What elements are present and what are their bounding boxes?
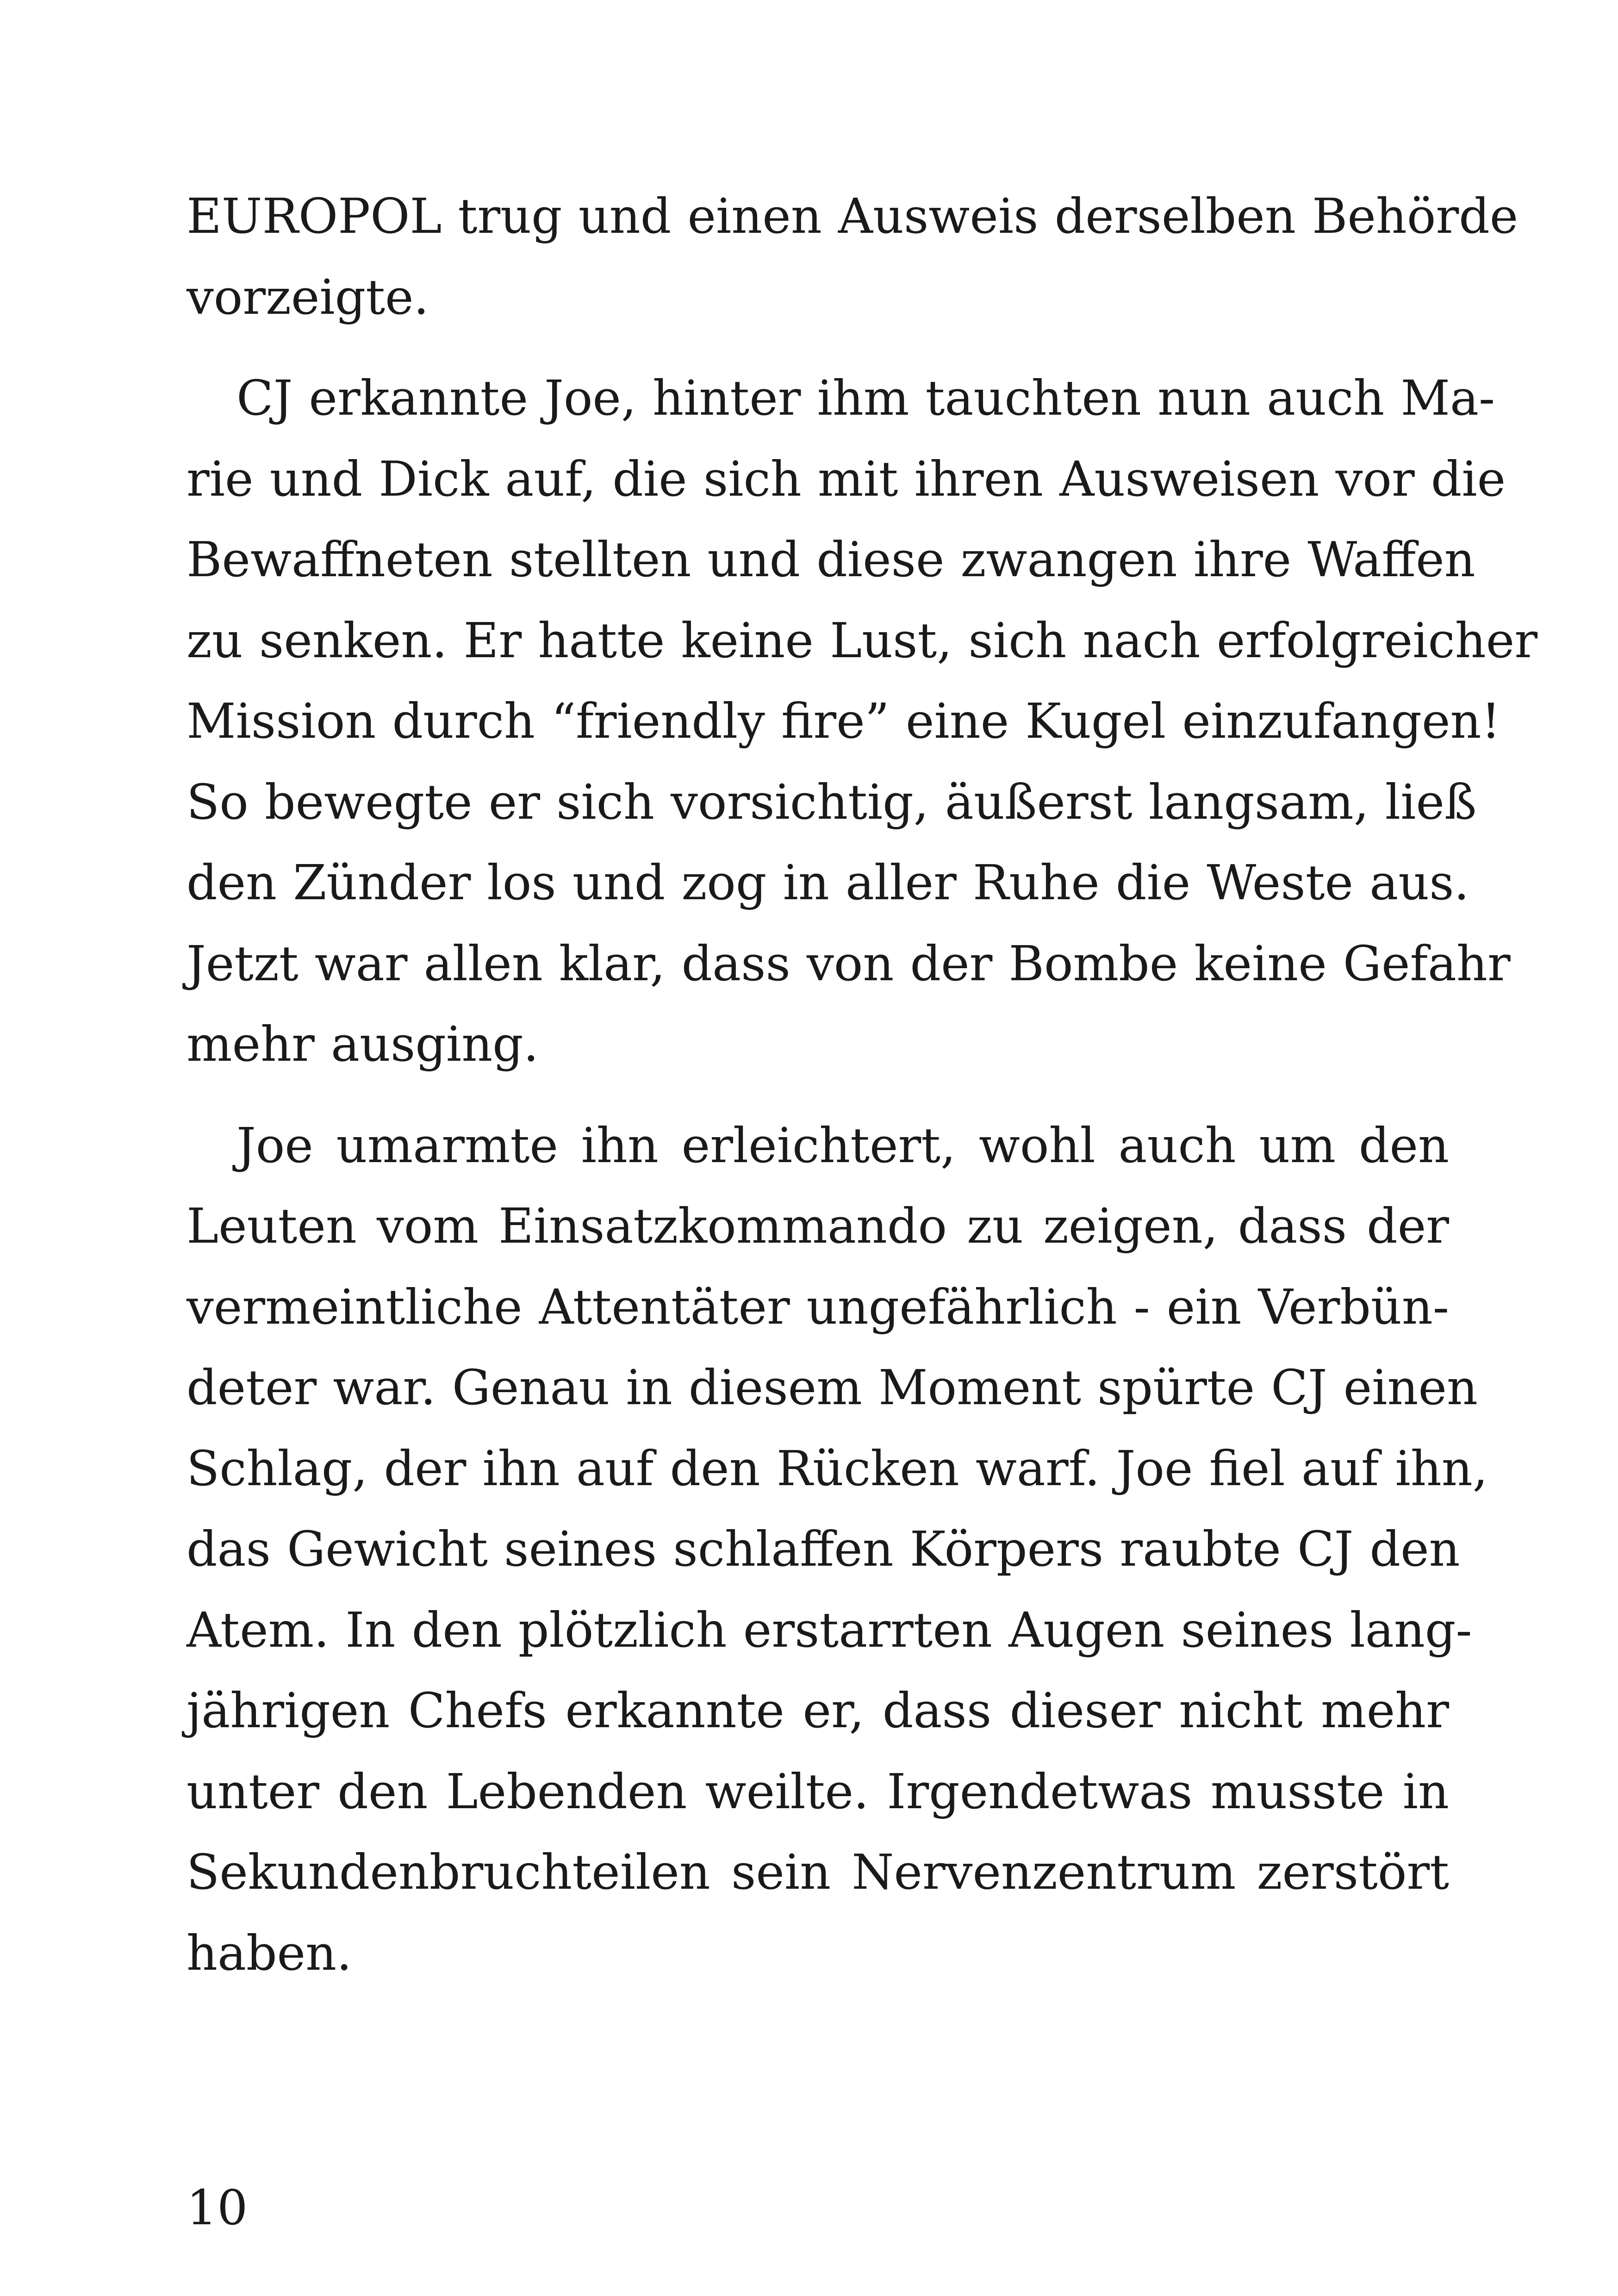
text-line: Bewaffneten stellten und diese zwangen ihre Waffen — [187, 531, 1475, 588]
text-line: mehr ausging. — [187, 1016, 539, 1072]
paragraph-3 — [187, 1105, 1488, 1994]
text-line: vorzeigte. — [187, 268, 429, 325]
body-text — [187, 176, 1538, 2014]
text-line: jährigen Chefs erkannte er, dass dieser nicht mehr — [187, 1682, 1449, 1739]
text-line: Jetzt war allen klar, dass von der Bombe keine Gefahr — [187, 935, 1511, 992]
text-line: haben. — [187, 1924, 352, 1981]
text-line: vermeintliche Attentäter ungefährlich - ein Verbün- — [187, 1278, 1449, 1335]
text-line: So bewegte er sich vorsichtig, äußerst langsam, ließ — [187, 773, 1477, 830]
paragraph-2 — [187, 358, 1538, 1085]
text-line: CJ erkannte Joe, hinter ihm tauchten nun auch Ma- — [236, 370, 1495, 426]
text-line: Leuten vom Einsatzkommando zu zeigen, dass der — [187, 1198, 1449, 1254]
text-line: rie und Dick auf, die sich mit ihren Ausweisen vor die — [187, 450, 1506, 507]
text-line: Mission durch “friendly fire” eine Kugel einzufangen! — [187, 693, 1501, 749]
text-line: Schlag, der ihn auf den Rücken warf. Joe fiel auf ihn, — [187, 1440, 1488, 1497]
text-line: Atem. In den plötzlich erstarrten Augen seines lang- — [187, 1601, 1472, 1658]
text-line: Sekundenbruchteilen sein Nervenzentrum zerstört — [187, 1844, 1449, 1900]
text-line: den Zünder los und zog in aller Ruhe die Weste aus. — [187, 854, 1469, 911]
text-line: unter den Lebenden weilte. Irgendetwas musste in — [187, 1763, 1449, 1820]
text-line: EUROPOL trug und einen Ausweis derselben Behörde — [187, 188, 1518, 244]
paragraph-1 — [187, 176, 1518, 337]
text-line: Joe umarmte ihn erleichtert, wohl auch um den — [236, 1117, 1449, 1174]
text-line: zu senken. Er hatte keine Lust, sich nach erfolgreicher — [187, 612, 1538, 669]
text-line: das Gewicht seines schlaffen Körpers raubte CJ den — [187, 1521, 1460, 1577]
page-number: 10 — [187, 2179, 248, 2236]
text-line: deter war. Genau in diesem Moment spürte CJ einen — [187, 1359, 1478, 1416]
